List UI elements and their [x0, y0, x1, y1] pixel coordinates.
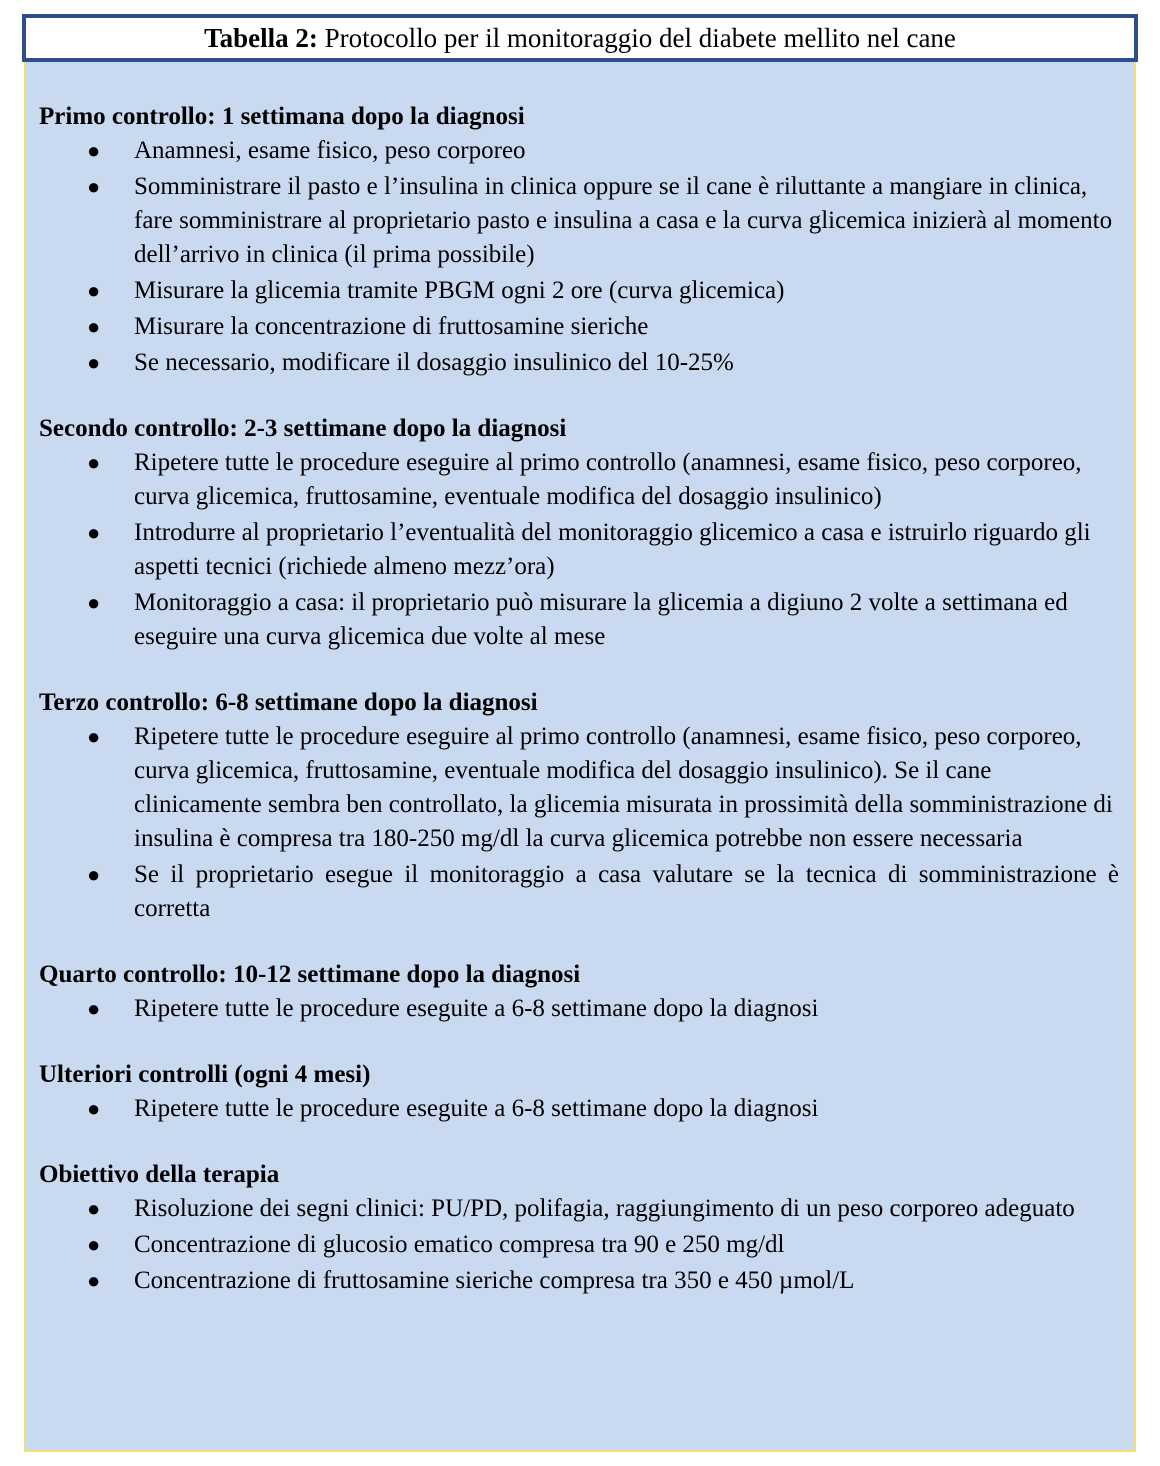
bullet-icon: ● — [87, 1196, 101, 1221]
bullet-icon: ● — [87, 278, 101, 303]
section-primo-controllo — [39, 100, 1119, 380]
list-item-text: Somministrare il pasto e l’insulina in clinica oppure se il cane è riluttante a mangiare in clinica, fare somministrare al proprietario pasto e insulina a casa e la curva glicemica inizierà al momento dell’arrivo in clinica (il prima possibile) — [134, 173, 1113, 268]
list-item — [39, 992, 1119, 1026]
list-item-text: Concentrazione di fruttosamine sieriche compresa tra 350 e 450 µmol/L — [134, 1267, 855, 1294]
bullet-list — [39, 446, 1119, 654]
section-heading: Terzo controllo: 6-8 settimane dopo la diagnosi — [39, 689, 538, 716]
bullet-icon: ● — [87, 450, 101, 475]
list-item — [39, 274, 1119, 308]
list-item — [39, 516, 1119, 584]
list-item — [39, 1092, 1119, 1126]
list-item — [39, 1264, 1119, 1298]
bullet-icon: ● — [87, 1096, 101, 1121]
bullet-icon: ● — [87, 350, 101, 375]
section-quarto-controllo — [39, 958, 1119, 1026]
bullet-icon: ● — [87, 138, 101, 163]
section-obiettivo-terapia — [39, 1158, 1119, 1298]
list-item-text: Ripetere tutte le procedure eseguite a 6-8 settimane dopo la diagnosi — [134, 995, 819, 1022]
list-item — [39, 170, 1119, 272]
bullet-list — [39, 720, 1119, 926]
bullet-list — [39, 1192, 1119, 1298]
list-item — [39, 586, 1119, 654]
list-item-text: Risoluzione dei segni clinici: PU/PD, polifagia, raggiungimento di un peso corporeo adeguato — [134, 1195, 1075, 1222]
list-item-text: Se necessario, modificare il dosaggio insulinico del 10-25% — [134, 349, 734, 376]
list-item-text: Misurare la glicemia tramite PBGM ogni 2 ore (curva glicemica) — [134, 277, 785, 304]
list-item-text: Se il proprietario esegue il monitoraggio a casa valutare se la tecnica di somministrazione è corretta — [134, 861, 1119, 922]
section-heading: Obiettivo della terapia — [39, 1161, 280, 1188]
section-heading: Primo controllo: 1 settimana dopo la diagnosi — [39, 103, 525, 130]
bullet-list — [39, 992, 1119, 1026]
list-item-text: Ripetere tutte le procedure eseguire al primo controllo (anamnesi, esame fisico, peso corporeo, curva glicemica, fruttosamine, eventuale modifica del dosaggio insulinico). Se il cane clinicamente sembra ben controllato, la glicemia misurata in prossimità della somministrazione di insulina è compresa tra 180-250 mg/dl la curva glicemica potrebbe non essere necessaria — [134, 723, 1113, 852]
table-content — [39, 100, 1119, 1330]
list-item — [39, 1228, 1119, 1262]
table-title-text: Protocollo per il monitoraggio del diabete mellito nel cane — [317, 22, 956, 53]
list-item-text: Monitoraggio a casa: il proprietario può misurare la glicemia a digiuno 2 volte a settimana ed eseguire una curva glicemica due volte al mese — [134, 589, 1068, 650]
list-item-text: Misurare la concentrazione di fruttosamine sieriche — [134, 313, 649, 340]
list-item-text: Anamnesi, esame fisico, peso corporeo — [134, 137, 526, 164]
table-title-label: Tabella 2: — [204, 22, 318, 53]
section-heading: Quarto controllo: 10-12 settimane dopo la diagnosi — [39, 961, 581, 988]
bullet-icon: ● — [87, 174, 101, 199]
section-secondo-controllo — [39, 412, 1119, 654]
bullet-icon: ● — [87, 520, 101, 545]
bullet-icon: ● — [87, 996, 101, 1021]
list-item-text: Concentrazione di glucosio ematico compresa tra 90 e 250 mg/dl — [134, 1231, 785, 1258]
list-item-text: Ripetere tutte le procedure eseguite a 6-8 settimane dopo la diagnosi — [134, 1095, 819, 1122]
table-title — [22, 14, 1138, 62]
bullet-icon: ● — [87, 314, 101, 339]
list-item — [39, 1192, 1119, 1226]
bullet-icon: ● — [87, 1232, 101, 1257]
bullet-icon: ● — [87, 1268, 101, 1293]
section-terzo-controllo — [39, 686, 1119, 926]
list-item-text: Introdurre al proprietario l’eventualità del monitoraggio glicemico a casa e istruirlo riguardo gli aspetti tecnici (richiede almeno mezz’ora) — [134, 519, 1091, 580]
list-item-text: Ripetere tutte le procedure eseguire al primo controllo (anamnesi, esame fisico, peso corporeo, curva glicemica, fruttosamine, eventuale modifica del dosaggio insulinico) — [134, 449, 1082, 510]
section-ulteriori-controlli — [39, 1058, 1119, 1126]
section-heading: Secondo controllo: 2-3 settimane dopo la diagnosi — [39, 415, 567, 442]
bullet-list — [39, 134, 1119, 380]
bullet-list — [39, 1092, 1119, 1126]
list-item — [39, 858, 1119, 926]
list-item — [39, 134, 1119, 168]
list-item — [39, 720, 1119, 856]
list-item — [39, 310, 1119, 344]
list-item — [39, 446, 1119, 514]
bullet-icon: ● — [87, 590, 101, 615]
section-heading: Ulteriori controlli (ogni 4 mesi) — [39, 1061, 371, 1088]
list-item — [39, 346, 1119, 380]
bullet-icon: ● — [87, 724, 101, 749]
bullet-icon: ● — [87, 862, 101, 887]
